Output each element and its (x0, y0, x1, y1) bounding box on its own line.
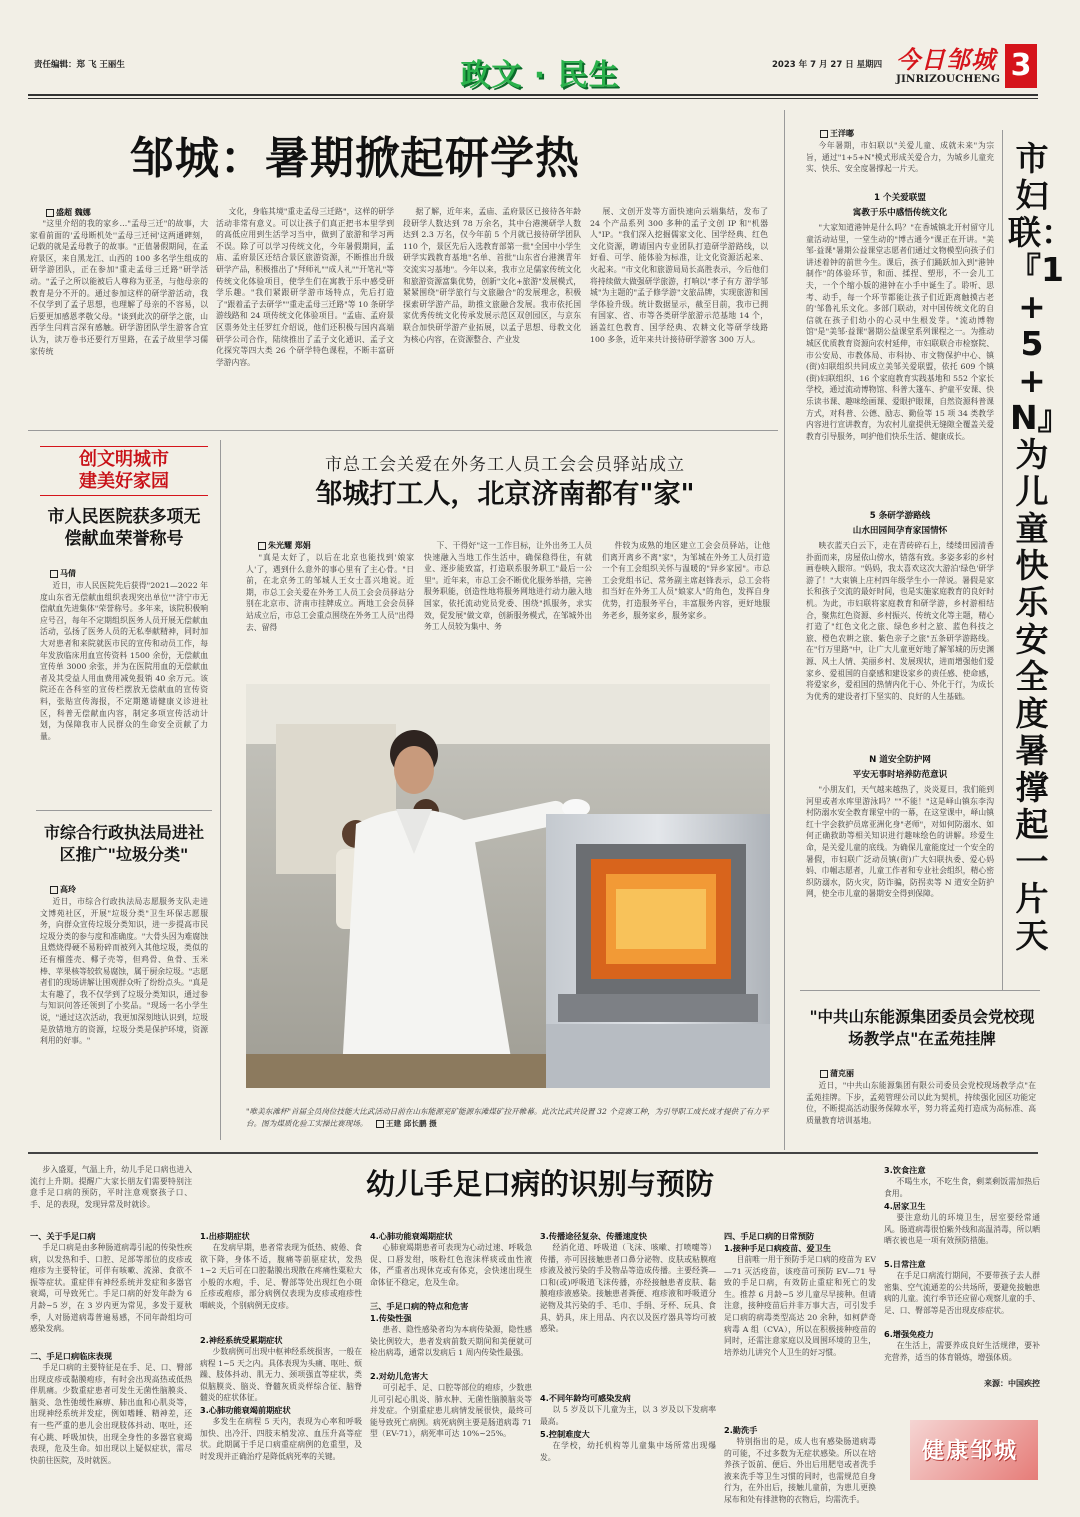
enforcement-byline (50, 884, 76, 895)
health-s4h3: 3.传播途径复杂、传播速度快 (540, 1231, 648, 1241)
byline-mark (46, 209, 54, 217)
womens-intro (806, 140, 994, 188)
photo-caption (246, 1106, 770, 1129)
health-p14-text: 不喝生水，不吃生食，剩菜剩饭需加热后食用。 (884, 1177, 1040, 1198)
editors-line: 责任编辑：郑 飞 王丽生 (34, 60, 125, 70)
enforcement-byline-text: 高玲 (60, 885, 76, 894)
union-col-3 (602, 540, 770, 672)
health-p4-text: 少数病例可出现中枢神经系统损害，一般在病程 1~5 天之内。具体表现为头痛、呕吐、烦躁、肢体抖动、肌无力、颈项强直等症状，类似脑膜炎、脑炎、脊髓灰质炎样综合征、脑脊髓炎的症状体征。 (200, 1347, 362, 1403)
hospital-title: 市人民医院获多项无偿献血荣誉称号 (47, 507, 201, 549)
enforcement-text-body: 近日，市综合行政执法局志愿服务支队走进文博苑社区，开展"垃圾分类"卫生环保志愿服务，向群众宣传垃圾分类知识，进一步提高市民垃圾分类的参与度和准确度。"大骨头因为难腐蚀且燃烧得硬不易粉碎而被列入其他垃圾，类似的还有榴莲壳、椰子壳等，但鸡骨、鱼骨、玉米棒、苹果核等较软易腐蚀，属于厨余垃圾。"志愿者们的现场讲解让围观群众听了纷纷点头。"真是太有趣了，我不仅学到了垃圾分类知识，通过参与知识问答还领到了小奖品。"现场一名小学生说，"通过这次活动，我更加深刻地认识到，垃圾是放错地方的资源，垃圾分类是保护环境，资源利用的好事。" (40, 897, 208, 1046)
health-col-3 (370, 1230, 532, 1462)
union-title: 邹城打工人，北京济南都有"家" (315, 479, 695, 510)
health-p2 (30, 1362, 192, 1488)
health-s3h4: 4.心肺功能衰竭期症状 (370, 1231, 453, 1241)
issue-date: 2023 年 7 月 27 日 星期四 (772, 60, 883, 70)
lead-col-2 (216, 206, 394, 418)
civic-banner-line2: 建美好家园 (79, 471, 169, 492)
lead-col-1 (30, 218, 208, 418)
hospital-text (40, 580, 208, 800)
womens-intro-text: 今年暑期，市妇联以"关爱儿童、成就未来"为宗旨，通过"1+5+N"模式形成关爱合力，为城乡儿童充实、快乐、安全度暑撑起一片天。 (806, 141, 994, 174)
womens-byline (820, 128, 854, 139)
health-p1-text: 手足口病是由多种肠道病毒引起的传染性疾病，以发热和手、口腔、足部等部位的皮疹或疱疹为主要特征，可伴有咳嗽、流涕、食欲不振等症状。重症伴有神经系统并发症和多器官衰竭，可导致死亡。手足口病的好发年龄为 6 月龄~5 岁，在 3 岁内更为常见，多发于夏秋季，人对肠道病毒普遍易感，不同年龄组均可感染发病。 (30, 1243, 192, 1334)
womens-h3b: 平安无事时培养防范意识 (852, 770, 948, 780)
health-s1: 一、关于手足口病 (30, 1231, 96, 1241)
health-col-2 (200, 1230, 362, 1462)
byline-mark (50, 886, 58, 894)
womens-h1: 1 个关爱联盟 (874, 193, 926, 203)
party-text-body: 近日，"中共山东能源集团有限公司委员会党校现场教学点"在孟苑挂牌。下步，孟苑管理公司以此为契机，持续强化园区功能定位，不断提高活动服务保障水平，努力将孟苑打造成为高标准、高质量教育培训基地。 (806, 1081, 1036, 1125)
health-col-4 (540, 1230, 716, 1464)
health-s3h3: 3.心肺功能衰竭前期症状 (200, 1405, 291, 1415)
enforcement-text (40, 896, 208, 1118)
health-col-1 (30, 1230, 192, 1488)
health-p16 (884, 1270, 1040, 1328)
union-col-3-text: 件较为成熟的地区建立工会会员驿站，让他们离开离乡不离"家"，为邹城在外务工人员打造一个有工会组织关怀与温暖的"异乡家园"。市总工会党组书记、常务副主席赵锋表示，总工会将扣当好在外务工人员"娘家人"的角色，发挥自身优势，打造服务平台，丰富服务内容，更好地服务老乡，服务家乡，服务家乡。 (602, 541, 770, 620)
union-byline (258, 540, 311, 551)
union-col-1-text: "真是太好了，以后在北京也能找到'娘家人'了，遇到什么意外的事心里有了主心骨。"日前，在北京务工的邹城人王女士喜兴地说。近期，市总工会关爱在外务工人员工会会员驿站分别在北京市、济南市挂牌成立。两地工会会员驿站成立后，市总工会重点围绕在外务工人员"出得去、留得 (246, 553, 414, 632)
masthead-rule (28, 94, 1038, 96)
health-p11-text: 在学校，幼托机构等儿童集中场所常出现爆发。 (540, 1441, 716, 1462)
womens-vertical-title: 市妇联：『1+5+N』为儿童快乐安全度暑撑起一片天 (1008, 139, 1074, 955)
health-p7-text: 患者、隐性感染者均为本病传染源，隐性感染比例较大，患者发病前数天期间和美便就可检出病毒，通常以发病后 1 周内传染性最强。 (370, 1325, 532, 1358)
hospital-text-body: 近日，市人民医院先后获得"2021—2022 年度山东省无偿献血组织表现突出单位""济宁市无偿献血先进集体"荣誉称号。多年来，该院积极响应号召，每年不定期组织医务人员开展无偿献血活动，弘扬了医务人员的无私奉献精神，同时加大对患者和来院就医市民的宣传和动员工作，每年发放临床用血宣传资料 1500 余份，无偿献血宣传单 3000 余张，并为在医院用血的无偿献血者及其受益人用血费用减免报销 40 余万元。该院还在各科室的宣传栏摆放无偿献血的宣传资料，张贴宣传海报，不定期邀请健康义诊进社区，科普无偿献血内容，制定多项宣传活动计划，为保障我市人民群众的生命安全贡献了力量。 (40, 581, 208, 741)
lab-photo-illustration (246, 684, 770, 1088)
lead-title: 邹城：暑期掀起研学热 (130, 133, 580, 184)
womens-byline-text: 王洋嘟 (830, 129, 854, 138)
womens-h2b: 山水田园间孕育家国情怀 (852, 526, 948, 536)
health-p17 (884, 1340, 1040, 1376)
vertical-title-rule (1002, 130, 1003, 990)
lead-col-3-text: 据了解，近年来，孟庙、孟府景区已接待各年龄段研学人数达到 78 万余名，其中台港澳研学人数达到 2.3 万名，仅今年前 5 个月就已接待研学团队 110 个，景区先后入选教育部第一批"全国中小学生研学实践教育基地"名单、首批"山东省台港澳青年交流实习基地"。今年以来，我市立足儒家传统文化和旅游资源富集优势，创新"文化+旅游"发展模式，紧紧围绕"研学旅行与文旅融合"的发展理念，积极探索研学游产品，助推文旅融合发展。我市依托国家优秀传统文化传承发展示范区双创园区，与京东联合加快研学游产业拓展，以孟子思想、母教文化为核心内容，在资源整合、产业发 (403, 207, 581, 344)
health-col-6 (884, 1164, 1040, 1389)
health-s5h1: 1.接种手足口病疫苗、爱卫生 (724, 1243, 832, 1253)
lead-col-3 (403, 206, 581, 418)
health-s5h4: 4.居家卫生 (884, 1201, 926, 1211)
paper-logo (896, 40, 1000, 90)
health-p8-text: 可引起手、足、口腔等部位的疱疹，少数患儿可引起心肌炎、肺水肿、无菌性脑膜脑炎等并发症。个别重症患儿病情发展很快，最终可能导致死亡病例。病死病例主要是肠道病毒 71 型（EV-71），病死率可达 10%~25%。 (370, 1383, 532, 1439)
paper-name: 今日邹城 (896, 45, 996, 74)
health-p10-text: 以 5 岁及以下儿童为主，以 3 岁及以下发病率最高。 (540, 1405, 716, 1426)
health-s4: 三、手足口病的特点和危害 (370, 1301, 469, 1311)
party-byline (820, 1068, 854, 1079)
byline-mark (820, 130, 828, 138)
right-column-rule (784, 110, 785, 1150)
health-s4h1: 1.传染性强 (370, 1313, 412, 1323)
health-p9 (540, 1242, 716, 1392)
health-intro (30, 1164, 192, 1228)
union-kicker: 市总工会关爱在外务工人员工会会员驿站成立 (325, 455, 685, 475)
health-p5-text: 多发生在病程 5 天内，表现为心率和呼吸加快、出冷汗、四肢末梢发凉、血压升高等症状。此期属于手足口病重症病例的危重型，及时发现并正确治疗是降低病死率的关键。 (200, 1417, 362, 1461)
civic-banner (40, 446, 208, 496)
health-p15-text: 要注意幼儿的环境卫生，居室要经常通风。肠道病毒很怕紫外线和高温消毒，所以晒晒衣被也是一项有效预防措施。 (884, 1213, 1040, 1246)
health-s5h3: 3.饮食注意 (884, 1165, 926, 1175)
byline-mark (258, 542, 266, 550)
lead-col-2-text: 文化，身临其境"重走孟母三迁路"，这样的研学活动非常有意义。可以让孩子们真正把书本里学到的高低应用到生活学习当中，做到了旅游和学习两不误。除了可以学习传统文化，今年暑假期间，孟庙、孟府景区还结合景区旅游资源，不断推出升级研学产品，积极推出了"拜师礼""成人礼""开笔礼"等传统文化体验项目，使学生们在寓教于乐中感受研学乐趣。"我们紧跟研学游市场特点，先后打造了"跟着孟子去研学""重走孟母三迁路"等 10 条研学游线路和 24 项传统文化体验项目。"孟庙、孟府景区票务处主任罗红介绍说，他们还积极与国内高端研学公司合作，陆续推出了孟子文化通识、孟子文化探究等四大类 26 个研学特色课程，不断丰富研学游内容。 (216, 207, 394, 367)
health-p5 (200, 1416, 362, 1462)
health-p7 (370, 1324, 532, 1370)
byline-mark (376, 1120, 384, 1128)
enforcement-title: 市综合行政执法局进社区推广"垃圾分类" (43, 823, 204, 864)
health-p3-text: 在发病早期，患者常表现为低热、疲倦、食欲下降，身体不适，腹痛等前驱症状，发热 1~2 天后可在口腔黏膜出现散在疼痛性粟粒大小般的水疱，手、足、臀部等处出现红色小斑丘疹或疱疹，部分病例仅表现为皮疹或疱疹性咽峡炎，个别病例无皮疹。 (200, 1243, 362, 1310)
lead-col-4-text: 展、文创开发等方面快速向云端集结，发布了 24 个产品系列 300 多种的孟子文创 IP 和"机器人"IP。"我们深入挖掘儒家文化、国学经典、红色文化资源，聘请国内专业团队打造研学游路线，以好看、可学、能体验为标准，让文化资源活起来、火起来。"市文化和旅游局局长高胜表示，今后他们将持续做大做强研学旅游，打响以"孝子有方 游学邹城"为主题的"孟子修学游"文旅品牌，实现旅游和国学体验升级。统计数据显示，截至目前，我市已拥有国家、省、市等各类研学旅游示范基地 14 个，涵盖红色教育、国学经典、农耕文化等研学线路 100 多条，近年来共计接待研学游客 300 万人。 (590, 207, 768, 344)
civic-banner-line1: 创文明城市 (79, 449, 169, 470)
health-s4h5: 5.控制难度大 (540, 1429, 590, 1439)
photo-caption-text: "唯美东滩杯"首届全员岗位技能大比武活动日前在山东能源兖矿能源东滩煤矿拉开帷幕。此次比武共设置 32 个竞赛工种，为引导职工成长成才提供了有力平台。图为煤质化验工实操比赛现场。 (246, 1107, 769, 1128)
health-p12-text: 目前唯一用于预防手足口病的疫苗为 EV—71 灭活疫苗，该疫苗可预防 EV—71 导致的手足口病，有效防止重症和死亡的发生。推荐 6 月龄~5 岁儿童尽早接种。但请注意，接种疫苗后并非万事大吉，可引发手足口病的病毒类型高达 20 余种，如柯萨奇病毒 A 组（CVA），所以在积极接种疫苗的同时，还需注意家庭以及周围环境的卫生，培养幼儿讲究个人卫生的好习惯。 (724, 1255, 876, 1357)
health-col-5 (724, 1230, 876, 1506)
party-byline-text: 蒲克丽 (830, 1069, 854, 1078)
photo-credit (376, 1119, 437, 1128)
health-intro-text: 步入盛夏，气温上升，幼儿手足口病也进入流行上升期。提醒广大家长朋友们需要特别注意手足口病的预防，平时注意观察孩子口、手、足的表现，发现异常及时就诊。 (30, 1165, 192, 1209)
masthead-rule-thin (28, 98, 1038, 99)
health-p2-text: 手足口病的主要特征是在手、足、口、臀部出现皮疹或黏膜疱疹，有时会出现高热或低热伴肌痛。少数重症患者可发生无菌性脑膜炎、脑炎、急性弛缓性麻痹、肺出血和心肌炎等，出现神经系统并发症，例如嗜睡、精神差，还有一些严重的患儿会出现肢体抖动、呕吐，还有心跳、呼吸加快，出现全身性的多器官衰竭表现，危及生命。如出现以上疑似症状，需尽快前往医院，及时就医。 (30, 1363, 192, 1465)
health-p11 (540, 1440, 716, 1464)
womens-p2 (806, 540, 994, 750)
lead-col-4 (590, 206, 768, 418)
health-p8 (370, 1382, 532, 1462)
health-p13-text: 特别指出的是，成人也有感染肠道病毒的可能，不过多数为无症状感染。所以在培养孩子饭前、便后、外出后用肥皂或者洗手液来洗手等卫生习惯的同时，也需规范自身行为，在外出后，接触儿童前，为患儿更换尿布和处有排泄物的衣物后，均需洗手。 (724, 1437, 876, 1504)
health-p1 (30, 1242, 192, 1346)
left-col-rule (220, 440, 221, 1140)
union-col-2-text: 下、干得好"这一工作目标，让外出务工人员快速融入当地工作生活中，确保稳得住，有就业、逐步能致富，打造联系服务职工"最后一公里"。近年来，市总工会不断优化服务举措，完善服务职能，创造性地将服务网地进行动力融入地国家，依托流动党员党委、围绕"抓服务，求实效，促发展"做文章，创新服务模式，在邹城外出务工人员较为集中、务 (424, 541, 592, 632)
health-p10 (540, 1404, 716, 1428)
womens-article (806, 140, 994, 956)
union-col-2 (424, 540, 592, 672)
photo-credit-text: 王建 邱长鹏 摄 (385, 1118, 437, 1128)
womens-p2-text: 映衣蓝天白云下，走在青砖碎石上，缕缕田园清香扑面而来，房屋依山傍水，错落有致。多姿多彩的乡村画卷映入眼帘。"妈妈，我太喜欢这次大游泊'绿色'研学游了！"大束镇上庄村四年级学生小一萍说。暑假是家长和孩子交流的最好时间，也是实施家庭教育的良好时机。为此，市妇联将家庭教育和研学游，乡村游相结合，聚焦红色资源、乡村振兴、传统文化等主题，精心打造了"红色文化之旅、绿色乡村之旅、蓝色科技之旅、橙色农耕之旅、紫色亲子之旅"五条研学游路线。在"行万里路"中，让广大儿童更好地了解邹城的历史渊源、风土人情、美丽乡村、发展现状，进而增强他们爱家乡、爱祖国的自豪感和建设家乡的责任感、使命感，将爱家乡，爱祖国的热情内化于心、外化于行，为成长为优秀的建设者打下坚实的、良好的人生基础。 (806, 541, 994, 701)
health-s2: 二、手足口病临床表现 (30, 1351, 112, 1361)
lead-byline-text: 盛超 魏娜 (56, 208, 91, 217)
health-p13 (724, 1436, 876, 1506)
lead-bottom-rule (28, 430, 778, 431)
health-top-rule (28, 1152, 1038, 1154)
byline-mark (50, 570, 58, 578)
health-p3 (200, 1242, 362, 1334)
right-rule (800, 990, 1040, 991)
health-p6 (370, 1242, 532, 1300)
health-s4h2: 2.对幼儿危害大 (370, 1371, 428, 1381)
hospital-byline-text: 马倩 (60, 569, 76, 578)
byline-mark (820, 1070, 828, 1078)
womens-h2: 5 条研学游路线 (869, 511, 931, 521)
party-title: "中共山东能源集团委员会党校现场教学点"在孟苑挂牌 (809, 1007, 1035, 1048)
womens-h1b: 寓教于乐中感悟传统文化 (852, 208, 948, 218)
health-p15 (884, 1212, 1040, 1258)
hospital-byline (50, 568, 76, 579)
paper-pinyin: JINRIZOUCHENG (896, 73, 1000, 85)
health-p16-text: 在手足口病流行期间，不要带孩子去人群密集、空气流通差的公共场所，要避免接触患病的儿童。流行季节还应留心观察儿童的手、足、口、臀部等是否出现皮疹症状。 (884, 1271, 1040, 1315)
womens-p1 (806, 222, 994, 506)
health-s4h4: 4.不同年龄均可感染发病 (540, 1393, 631, 1403)
health-title: 幼儿手足口病的识别与预防 (365, 1167, 714, 1201)
health-p6-text: 心肺衰竭期患者可表现为心动过速、呼吸急促、口唇发绀，咳粉红色泡沫样痰或血性液体，严重者出现休克或有体克，会快速出现生命体征不稳定，危及生命。 (370, 1243, 532, 1287)
health-p4 (200, 1346, 362, 1404)
left-rule-1 (36, 810, 212, 811)
lead-col-1-text: "这里介绍的我的家乡…"孟母三迁"的故事，大家看前面的'孟母断机处''孟母三迁祠'这两通碑刻，记载的就是孟母教子的故事。"正值暑假期间，在孟府景区，来自黑龙江、山西的 100 多名学生组成的研学游团队，正在参加"重走孟母三迁路"研学活动。"孟子之所以能被后人尊称为亚圣，与他母亲的教育是分不开的。通过参加这样的研学游活动，我不仅学到了孟子思想，也理解了母亲的不容易，以后要更加感恩孝敬父母。"谈到此次的研学之旅，山西学生闫莉言深有感触。研学游团队学生游客合宜认为，读万卷书还要行万里路，在孟子故里学习儒家传统 (30, 219, 208, 356)
health-tag-banner (910, 1420, 1038, 1480)
health-p14 (884, 1176, 1040, 1200)
union-byline-text: 朱光耀 郑娟 (268, 541, 311, 550)
lab-photo (246, 684, 770, 1088)
womens-p3-text: "小朋友们，天气越来越热了，炎炎夏日，我们能到河里或者水库里游泳吗？""不能！"这是峄山镇东李沟村防溺水安全教育课堂中的一幕，在这堂课中，峄山镇红十字会救护员席亚洲化身"老师"，对如何防溺水、如何正确救助等相关知识进行趣味绘色的讲解。珍爱生命，是关爱儿童的底线。为确保儿童能度过一个安全的暑假，市妇联广泛动员镇(街)广大妇联执委、爱心妈妈、巾帼志愿者，儿童工作者和专业社会组织，精心密织防溺水，防火灾，防诈骗，防拐卖等 N 道安全防护网，使全市儿童的暑期安全得到保障。 (806, 785, 994, 899)
health-s5h6: 6.增强免疫力 (884, 1329, 934, 1339)
health-p12 (724, 1254, 876, 1424)
health-s5h2: 2.勤洗手 (724, 1425, 758, 1435)
lead-byline (46, 207, 91, 218)
womens-p1-text: "大家知道港钟是什么吗？"在香城镇北开村留守儿童活动站里，一堂生动的"博古通今"课正在开讲。"美邹·益课"暑期公益课堂志愿者们通过文物模型向孩子们讲述着钟的前世今生。课后，孩子们踊跃加入到"港钟制作"的体验环节，和面、揉捏、塑形，不一会儿工夫，一个个缩小版的港钟在小手中诞生了。聆听、思考、动手，每一个环节都能让孩子们近距离触摸古老的'邹鲁礼乐文化。多部门联动，对中国传统文化的自信就在孩子们幼小的心灵中生根发芽。"流动博物馆"是"美邹·益课"暑期公益课堂系列课程之一。为推动城区优质教育资源向农村延伸，市妇联联合市检察院、市公安局、市教体局、市科协、市文物保护中心、镇(街)妇联组织共同成立美邹关爱联盟，依托 609 个镇(街)妇联组织、16 个家庭教育实践基地和 552 个家长学校，通过流动博物馆、科普大篷车、护童平安课、快乐读书课、趣味绘画课、爱眼护眼课，自然资源科普课方式，对科普、公德、励志、勤俭等 15 项 34 类教学内容进行宣讲教育，为农村儿童提供无缝隙全覆盖关爱教育引导服务，呵护他们快乐生活、健康成长。 (806, 223, 994, 441)
womens-p3 (806, 784, 994, 956)
health-s5: 四、手足口病的日常预防 (724, 1231, 815, 1241)
section-title: 政文 · 民生 (460, 58, 620, 93)
health-s5h5: 5.日常注意 (884, 1259, 926, 1269)
party-text (806, 1080, 1036, 1140)
health-p9-text: 经消化道、呼吸道（飞沫、咳嗽、打喷嚏等）传播，亦可因接触患者口鼻分泌物、皮肤或粘膜疱疹液及被污染的手及物品等造成传播。主要经粪—口和(或)呼吸道飞沫传播，亦经接触患者皮肤、黏膜疱疹液感染。接触患者粪便、疱疹液和呼吸道分泌物及其污染的手、毛巾、手绢、牙杯、玩具、食具、奶具，床上用品、内衣以及医疗器具等均可被感染。 (540, 1243, 716, 1334)
health-source: 来源：中国疾控 (984, 1379, 1040, 1388)
health-tag: 健康邹城 (922, 1438, 1019, 1464)
health-s3h1: 1.出疹期症状 (200, 1231, 250, 1241)
health-s3h2: 2.神经系统受累期症状 (200, 1335, 283, 1345)
health-p17-text: 在生活上，需要养成良好生活规律，要补充营养，适当的体育锻炼，增强体质。 (884, 1341, 1040, 1362)
womens-h3: N 道安全防护网 (869, 755, 931, 765)
page-number: 3 (1005, 44, 1037, 88)
union-col-1 (246, 552, 414, 672)
